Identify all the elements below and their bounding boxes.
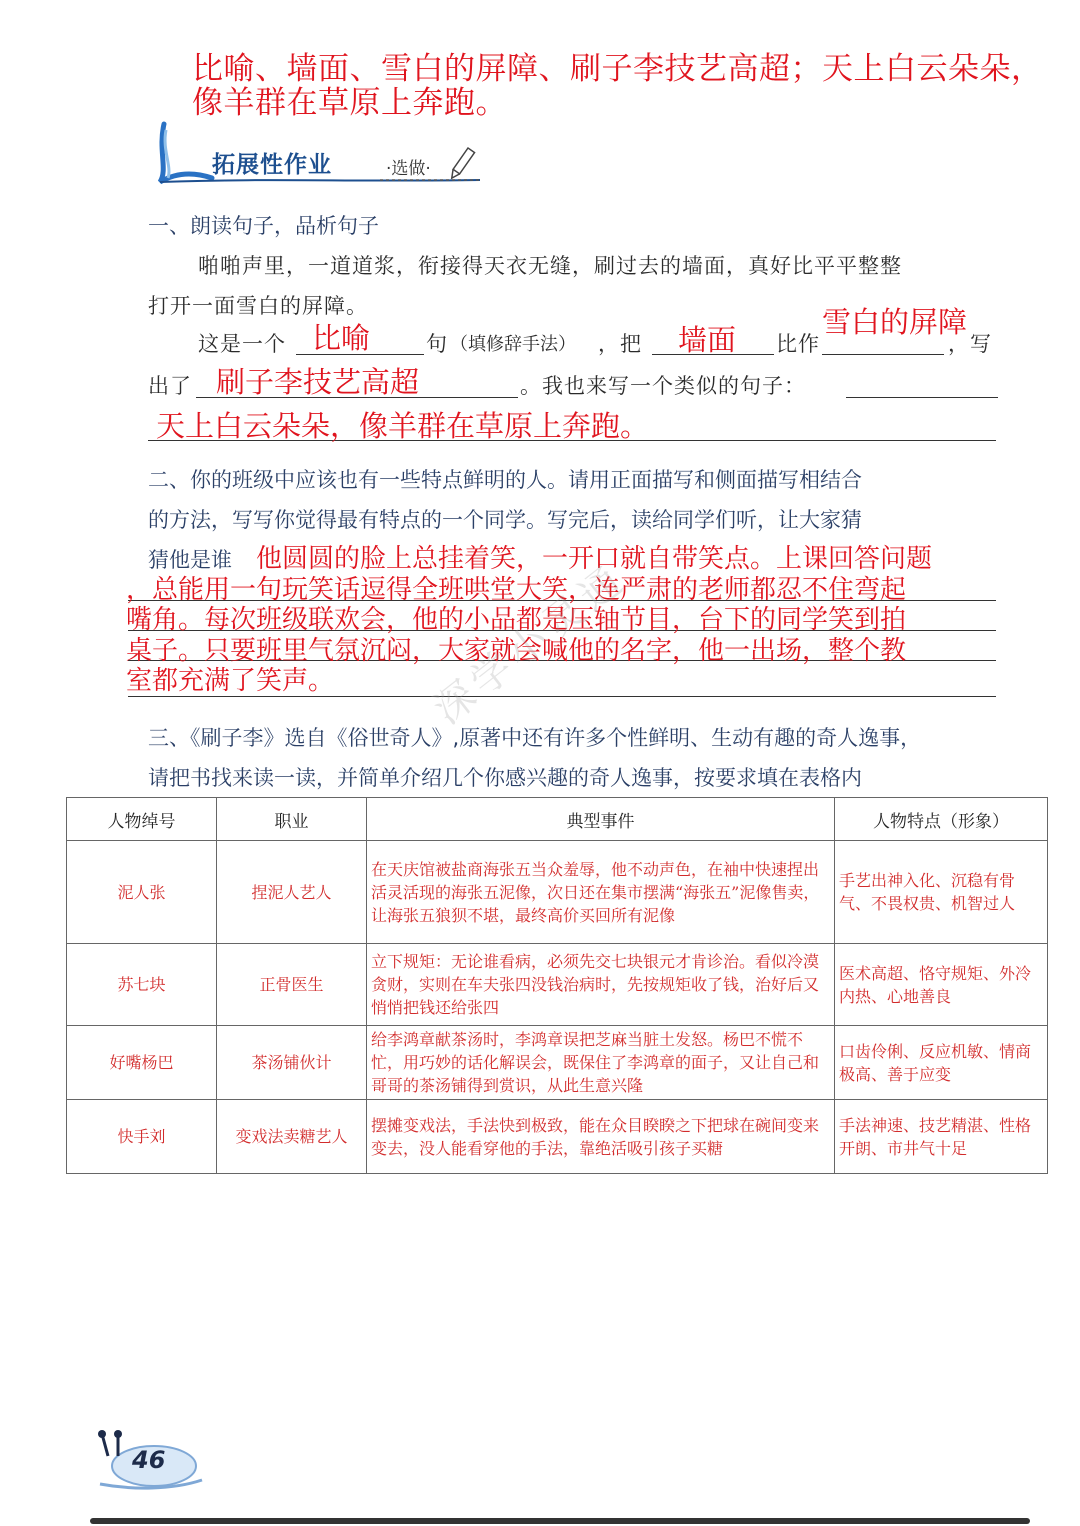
- q1-fill-ba: ，把: [598, 332, 642, 356]
- header-nickname: 人物绰号: [67, 798, 217, 841]
- cell-job: 变戏法卖糖艺人: [217, 1100, 367, 1174]
- q1-fill-hint: （填修辞手法）: [450, 334, 576, 355]
- cell-trait: 医术高超、恪守规矩、外冷内热、心地善良: [835, 944, 1048, 1026]
- q2-line3: 猜他是谁: [148, 548, 232, 572]
- table-row: [67, 841, 1048, 944]
- top-answer-line2: 像羊群在草原上奔跑。: [192, 85, 507, 121]
- essay-answer-line2: ，总能用一句玩笑话逗得全班哄堂大笑，连严肃的老师都忍不住弯起: [126, 574, 907, 605]
- cell-event: 给李鸿章献茶汤时，李鸿章误把芝麻当脏土发怒。杨巴不慌不忙，用巧妙的话化解误会，既保住了李鸿章的面子，又让自己和哥哥的茶汤铺得到赏识，从此生意兴隆: [367, 1026, 835, 1100]
- answer-rhetoric: 比喻: [312, 321, 371, 355]
- bottom-rule: [90, 1518, 1030, 1524]
- top-answer-line1: 比喻、墙面、雪白的屏障、刷子李技艺高超；天上白云朵朵，: [192, 51, 1043, 87]
- info-table: [66, 797, 1048, 1174]
- header-event: 典型事件: [367, 798, 835, 841]
- q2-line2: 的方法，写写你觉得最有特点的一个同学。写完后，读给同学们听，让大家猜: [148, 508, 862, 532]
- table-row: [67, 1026, 1048, 1100]
- essay-answer-line4: 桌子。只要班里气氛沉闷，大家就会喊他的名字，他一出场，整个教: [126, 635, 907, 666]
- q2-line1: 二、你的班级中应该也有一些特点鲜明的人。请用正面描写和侧面描写相结合: [148, 468, 862, 492]
- cell-event: 摆摊变戏法，手法快到极致，能在众目睽睽之下把球在碗间变来变去，没人能看穿他的手法，靠绝活吸引孩子买糖: [367, 1100, 835, 1174]
- answer-object: 墙面: [678, 323, 737, 357]
- q3-line2: 请把书找来读一读，并简单介绍几个你感兴趣的奇人逸事，按要求填在表格内: [148, 766, 862, 790]
- top-answer: [192, 52, 1072, 120]
- q3-line1: 三、《刷子李》选自《俗世奇人》,原著中还有许多个性鲜明、生动有趣的奇人逸事，: [148, 726, 922, 750]
- cell-trait: 口齿伶俐、反应机敏、情商极高、善于应变: [835, 1026, 1048, 1100]
- cell-job: 正骨医生: [217, 944, 367, 1026]
- answer-sentence: 天上白云朵朵，像羊群在草原上奔跑。: [156, 409, 650, 443]
- cell-job: 捏泥人艺人: [217, 841, 367, 944]
- q1-heading: 一、朗读句子，品析句子: [148, 214, 379, 238]
- essay-answer-line5: 室都充满了笑声。: [126, 666, 335, 696]
- cell-nickname: 快手刘: [67, 1100, 217, 1174]
- watermark: 深学小灵通: [425, 555, 636, 734]
- cell-nickname: 泥人张: [67, 841, 217, 944]
- header-optional-tag: ·选做·: [386, 159, 431, 179]
- table-row: [67, 1100, 1048, 1174]
- cell-job: 茶汤铺伙计: [217, 1026, 367, 1100]
- answer-show: 刷子李技艺高超: [216, 365, 420, 399]
- q1-fill-bizuo: 比作: [776, 332, 820, 356]
- q1-fill-xie: ，写: [948, 332, 992, 356]
- cell-nickname: 好嘴杨巴: [67, 1026, 217, 1100]
- q1-fill-prefix: 这是一个: [198, 332, 286, 356]
- blank-own-sentence-a[interactable]: [846, 397, 998, 398]
- essay-answer-line3: 嘴角。每次班级联欢会，他的小品都是压轴节目，台下的同学笑到拍: [126, 605, 907, 635]
- table-row: [67, 944, 1048, 1026]
- section-header: [150, 120, 510, 190]
- table-header-row: [67, 798, 1048, 841]
- blank-compare[interactable]: [822, 354, 944, 355]
- page-number: 46: [132, 1446, 166, 1474]
- cell-event: 在天庆馆被盐商海张五当众羞辱，他不动声色，在袖中快速捏出活灵活现的海张五泥像，次日还在集市摆满“海张五”泥像售卖，让海张五狼狈不堪，最终高价买回所有泥像: [367, 841, 835, 944]
- answer-compare: 雪白的屏障: [822, 305, 968, 339]
- pencil-icon: [453, 148, 474, 174]
- header-title: 拓展性作业: [212, 152, 332, 178]
- cell-trait: 手艺出神入化、沉稳有骨气、不畏权贵、机智过人: [835, 841, 1048, 944]
- header-trait: 人物特点（形象）: [835, 798, 1048, 841]
- header-job: 职业: [217, 798, 367, 841]
- q1-sentence-line2: 打开一面雪白的屏障。: [148, 294, 368, 318]
- q1-fill-ju: 句: [426, 332, 448, 356]
- q1-fill-wo: 。我也来写一个类似的句子：: [520, 374, 806, 398]
- essay-answer-line1: 他圆圆的脸上总挂着笑，一开口就自带笑点。上课回答问题: [256, 544, 933, 574]
- cell-trait: 手法神速、技艺精湛、性格开朗、市井气十足: [835, 1100, 1048, 1174]
- cell-event: 立下规矩：无论谁看病，必须先交七块银元才肯诊治。看似冷漠贪财，实则在车夫张四没钱治病时，先按规矩收了钱，治好后又悄悄把钱还给张四: [367, 944, 835, 1026]
- cell-nickname: 苏七块: [67, 944, 217, 1026]
- page-footer: [92, 1428, 212, 1498]
- q1-fill-chule: 出了: [148, 374, 192, 398]
- q1-sentence-line1: 啪啪声里，一道道浆，衔接得天衣无缝，刷过去的墙面，真好比平平整整: [198, 254, 902, 278]
